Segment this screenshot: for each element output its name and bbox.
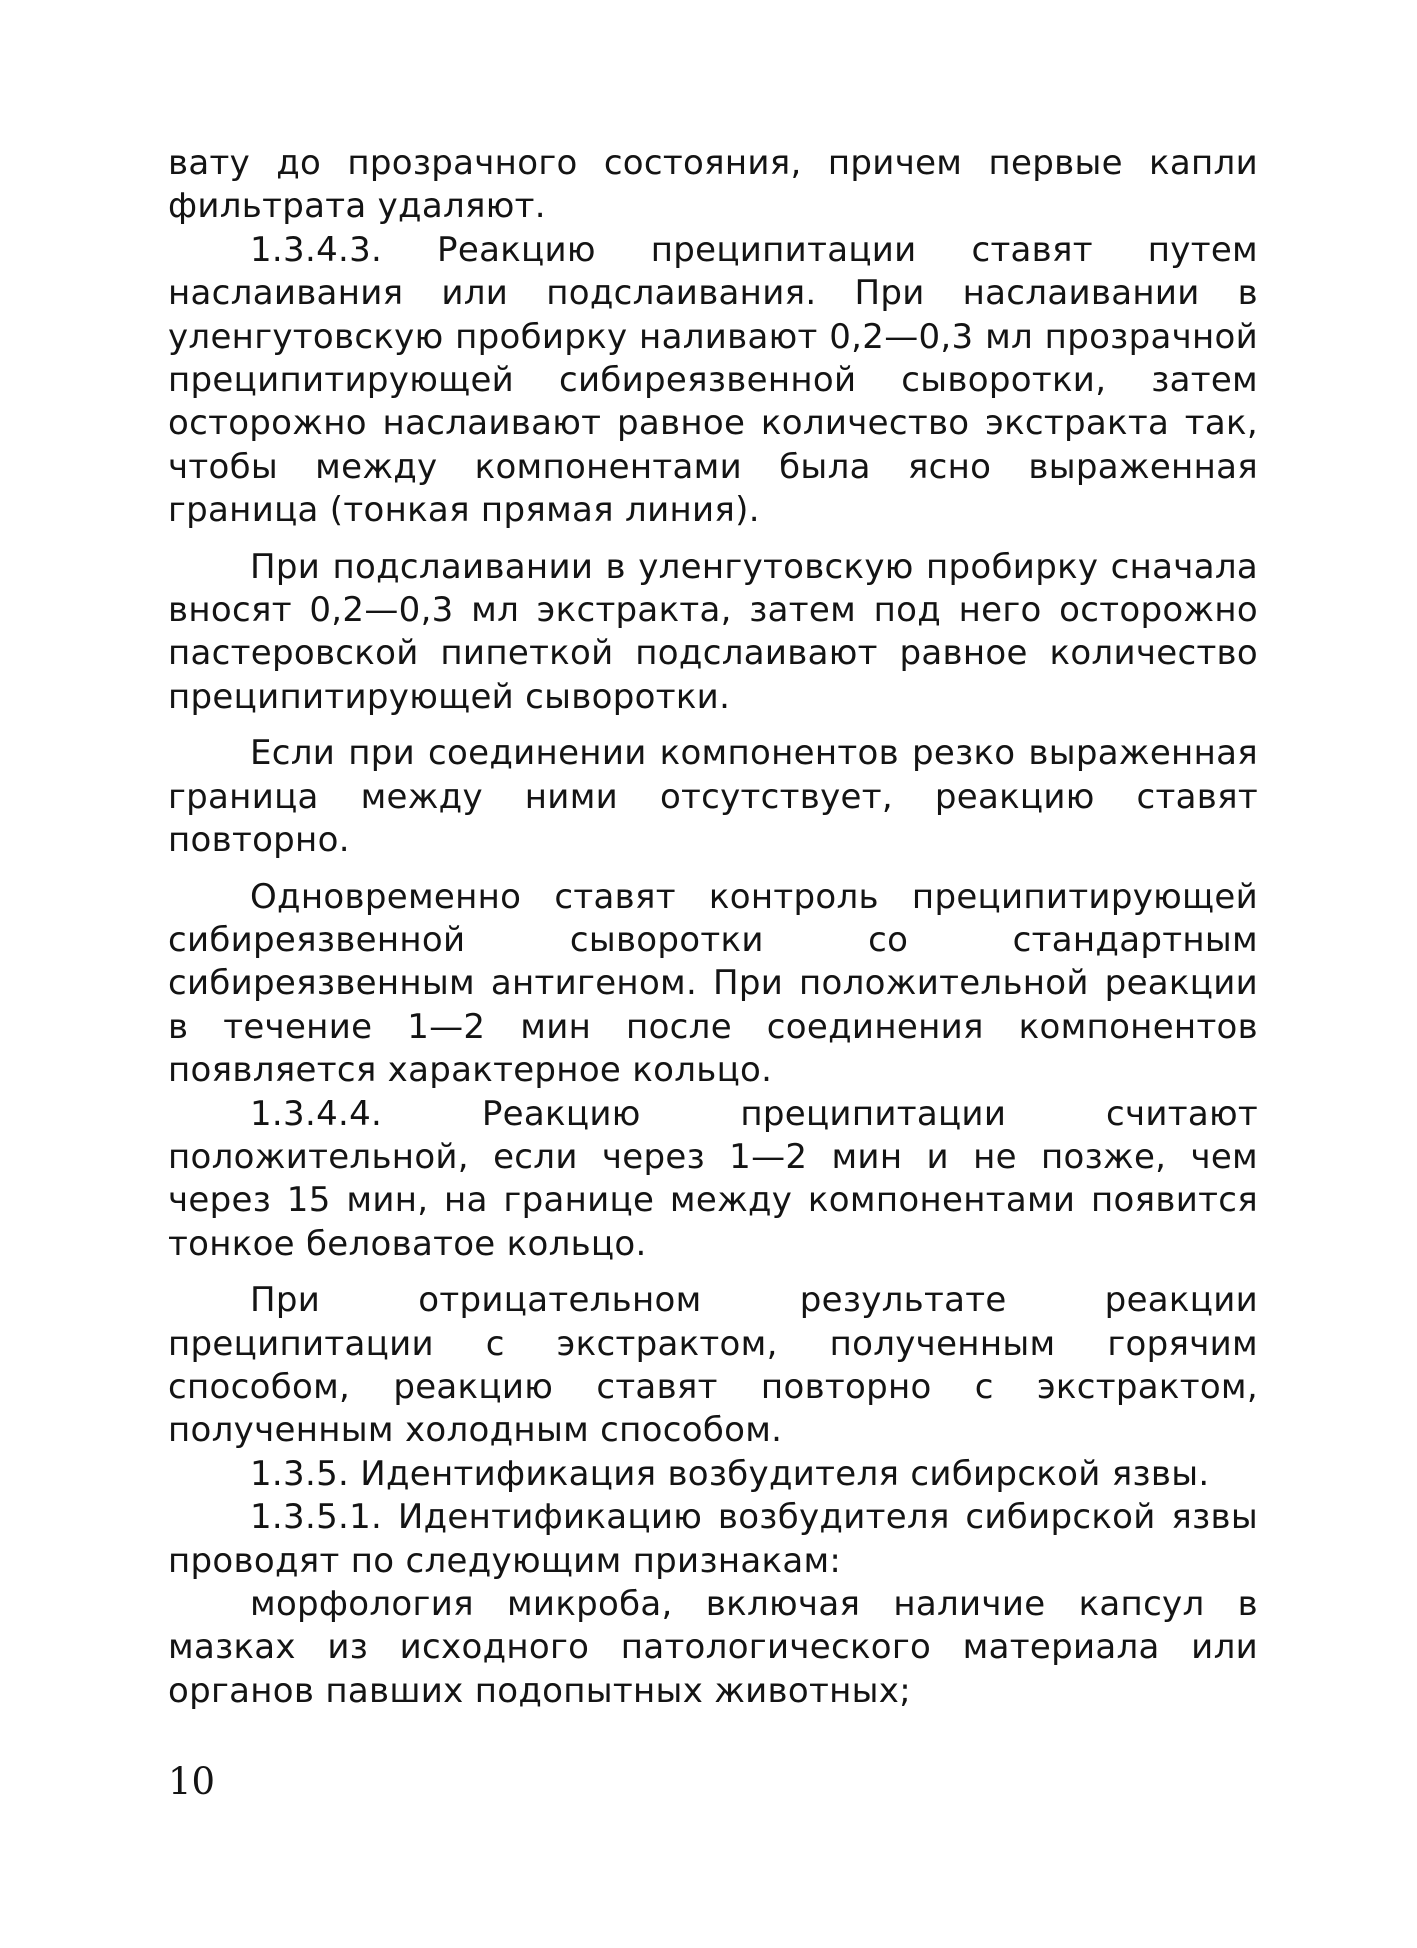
paragraph-underlaying: При подслаивании в уленгутовскую пробирку сначала вносят 0,2—0,3 мл экстракта, затем под него осторожно пастеровской пипеткой подслаивают равное количество преципитирующей сыворотки. xyxy=(168,546,1258,717)
paragraph-control: Одновременно ставят контроль преципитирующей сибиреязвенной сыворотки со стандартным сибиреязвенным антигеном. При положительной реакции в течение 1—2 мин после соединения компонентов появляется характерное кольцо. xyxy=(168,876,1258,1091)
paragraph-negative-result: При отрицательном результате реакции преципитации с экстрактом, полученным горячим способом, реакцию ставят повторно с экстрактом, полученным холодным способом. xyxy=(168,1280,1258,1451)
paragraph-continuation: вату до прозрачного состояния, причем первые капли фильтрата удаляют. xyxy=(168,143,1258,227)
page-number: 10 xyxy=(168,1760,216,1803)
paragraph-1-3-4-3: 1.3.4.3. Реакцию преципитации ставят путем наслаивания или подслаивания. При наслаивании в уленгутовскую пробирку наливают 0,2—0,3 мл прозрачной преципитирующей сибиреязвенной сыворотки, затем осторожно наслаивают равное количество экстракта так, чтобы между компонентами была ясно выраженная граница (тонкая прямая линия). xyxy=(168,229,1258,531)
paragraph-morphology: морфология микроба, включая наличие капсул в мазках из исходного патологического материала или органов павших подопытных животных; xyxy=(168,1584,1258,1711)
heading-1-3-5: 1.3.5. Идентификация возбудителя сибирской язвы. xyxy=(250,1453,1210,1494)
paragraph-1-3-4-4: 1.3.4.4. Реакцию преципитации считают положительной, если через 1—2 мин и не позже, чем через 15 мин, на границе между компонентами появится тонкое беловатое кольцо. xyxy=(168,1093,1258,1264)
body-text xyxy=(168,142,1258,1713)
paragraph-1-3-5-1: 1.3.5.1. Идентификацию возбудителя сибирской язвы проводят по следующим признакам: xyxy=(168,1497,1258,1581)
paragraph-repeat-reaction: Если при соединении компонентов резко выраженная граница между ними отсутствует, реакцию ставят повторно. xyxy=(168,733,1258,861)
